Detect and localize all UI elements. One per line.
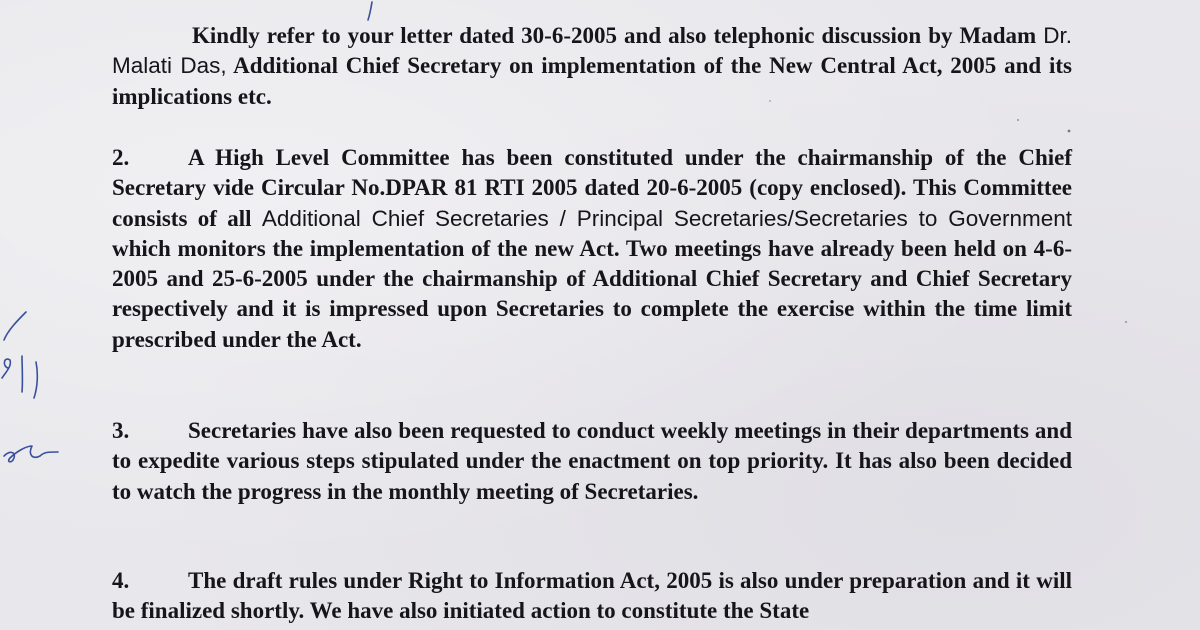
pen-stroke-margin-5 xyxy=(4,446,58,462)
paragraph-4-text: The draft rules under Right to Information Act, 2005 is also under preparation and it will be finalized shortly. We have also initiated action to constitute the State xyxy=(112,568,1072,624)
paragraph-3 xyxy=(112,416,1072,507)
paragraph-2-committee-members: Additional Chief Secretaries / Principal Secretaries/Secretaries to Government xyxy=(261,205,1072,231)
pen-stroke-top xyxy=(368,2,372,20)
paragraph-2-text: A High Level Committee has been constituted under the chairmanship of the Chief Secretary vide Circular No.DPAR 81 RTI 2005 dated 20-6-2005 (copy enclosed). This Committee consists of all xyxy=(112,145,1072,231)
paragraph-2-number: 2. xyxy=(112,145,130,170)
paragraph-1-text: Kindly refer to your letter dated 30-6-2005 and also telephonic discussion by Madam xyxy=(192,23,1044,48)
paragraph-1-text-end: Additional Chief Secretary on implementation of the New Central Act, 2005 and its implications etc. xyxy=(112,53,1072,109)
paragraph-1 xyxy=(112,21,1072,112)
paragraph-1-name: Dr. Malati Das, xyxy=(112,23,1072,79)
paragraph-4 xyxy=(112,566,1072,627)
paragraph-3-text: Secretaries have also been requested to conduct weekly meetings in their departments and to expedite various steps stipulated under the enactment on top priority. It has also been decided to watch the progress in the monthly meeting of Secretaries. xyxy=(112,418,1072,504)
pen-stroke-margin-1 xyxy=(4,312,26,340)
paragraph-4-number: 4. xyxy=(112,568,130,593)
pen-stroke-margin-2 xyxy=(2,359,10,378)
paragraph-3-number: 3. xyxy=(112,418,130,443)
paragraph-2 xyxy=(112,143,1072,355)
paragraph-2-text-end: which monitors the implementation of the new Act. Two meetings have already been held on 4-6-2005 and 25-6-2005 under the chairmanship of Additional Chief Secretary and Chief Secretary respectively and it is impressed upon Secretaries to complete the exercise within the time limit prescribed under the Act. xyxy=(112,235,1072,352)
pen-stroke-margin-4 xyxy=(34,362,37,398)
